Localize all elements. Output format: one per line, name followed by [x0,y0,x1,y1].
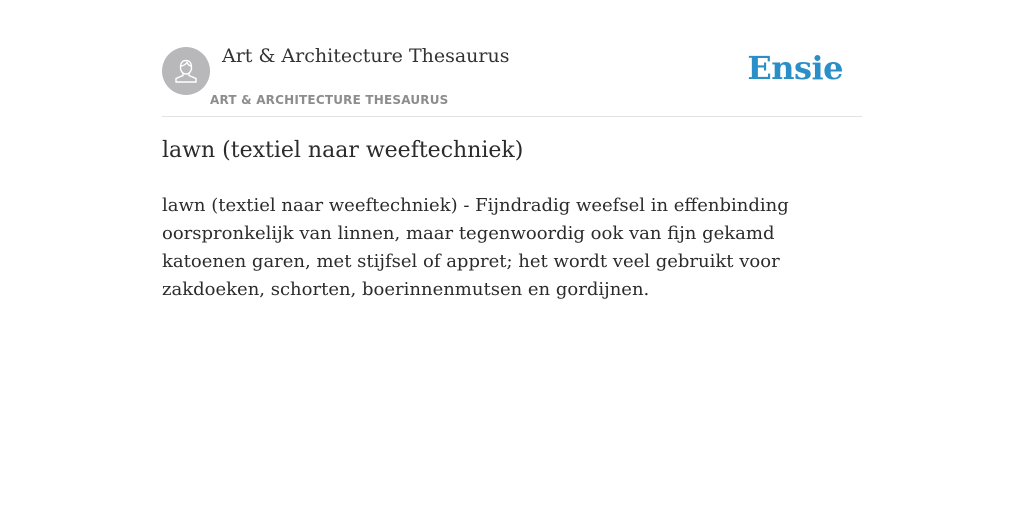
avatar[interactable] [162,47,210,95]
ensie-logo[interactable]: Ensie [747,49,843,87]
source-subtitle[interactable]: ART & ARCHITECTURE THESAURUS [210,93,449,107]
definition-text: lawn (textiel naar weeftechniek) - Fijndradig weefsel in effenbinding oorspronkelijk van linnen, maar tegenwoordig ook van fijn gekamd katoenen garen, met stijfsel of appret; het wordt veel gebruikt voor zakdoeken, schorten, boerinnenmutsen en gordijnen. [162,195,789,300]
page-title: lawn (textiel naar weeftechniek) [162,138,524,163]
source-title[interactable]: Art & Architecture Thesaurus [222,45,510,67]
header [162,44,862,117]
user-icon [171,56,201,86]
